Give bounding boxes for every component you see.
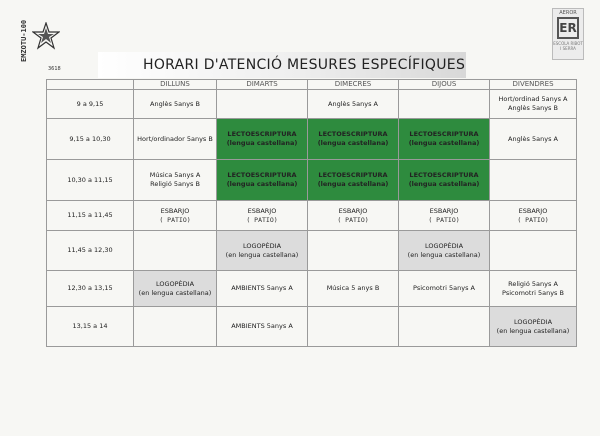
- lectoescriptura-cell: LECTOESCRIPTURA (lengua castellana): [308, 160, 399, 201]
- day-header-dilluns: DILLUNS: [134, 80, 217, 90]
- day-header-divendres: DIVENDRES: [490, 80, 577, 90]
- logo-small-text: 3618: [48, 66, 61, 72]
- schedule-cell: AMBIENTS 5anys A: [217, 307, 308, 347]
- schedule-cell: [134, 307, 217, 347]
- schedule-cell: [399, 90, 490, 119]
- schedule-cell: Anglès 5anys A: [490, 119, 577, 160]
- time-slot: 9 a 9,15: [47, 90, 134, 119]
- time-slot: 11,15 a 11,45: [47, 201, 134, 231]
- header-row: [47, 80, 577, 90]
- table-row: [47, 119, 577, 160]
- schedule-cell: Anglès 5anys B: [134, 90, 217, 119]
- table-row: [47, 307, 577, 347]
- time-slot: 13,15 a 14: [47, 307, 134, 347]
- time-slot: 11,45 a 12,30: [47, 231, 134, 271]
- schedule-cell: Música 5anys A Religió 5anys B: [134, 160, 217, 201]
- schedule-cell: Psicomotri 5anys A: [399, 271, 490, 307]
- schedule-cell: Música 5 anys B: [308, 271, 399, 307]
- corner-cell: [47, 80, 134, 90]
- esbarjo-cell: ESBARJO ( PATIO): [134, 201, 217, 231]
- lectoescriptura-cell: LECTOESCRIPTURA (lengua castellana): [217, 119, 308, 160]
- day-header-dijous: DIJOUS: [399, 80, 490, 90]
- school-logo-left: [18, 14, 64, 72]
- esbarjo-cell: ESBARJO ( PATIO): [308, 201, 399, 231]
- esbarjo-cell: ESBARJO ( PATIO): [399, 201, 490, 231]
- esbarjo-cell: ESBARJO ( PATIO): [490, 201, 577, 231]
- schedule-cell: AMBIENTS 5anys A: [217, 271, 308, 307]
- table-row: [47, 271, 577, 307]
- table-row: [47, 201, 577, 231]
- schedule-cell: [490, 160, 577, 201]
- time-slot: 10,30 a 11,15: [47, 160, 134, 201]
- page-title: HORARI D'ATENCIÓ MESURES ESPECÍFIQUES: [143, 57, 466, 73]
- schedule-cell: Hort/ordinador 5anys B: [134, 119, 217, 160]
- table-row: [47, 231, 577, 271]
- schedule-cell: [308, 231, 399, 271]
- logopedia-cell: LOGOPÈDIA (en lengua castellana): [490, 307, 577, 347]
- day-header-dimecres: DIMECRES: [308, 80, 399, 90]
- star-icon: [32, 22, 60, 50]
- lectoescriptura-cell: LECTOESCRIPTURA (lengua castellana): [399, 119, 490, 160]
- schedule-cell: [134, 231, 217, 271]
- logopedia-cell: LOGOPÈDIA (en lengua castellana): [134, 271, 217, 307]
- schedule-cell: Hort/ordinad 5anys A Anglès 5anys B: [490, 90, 577, 119]
- table-row: [47, 160, 577, 201]
- logopedia-cell: LOGOPÈDIA (en lengua castellana): [399, 231, 490, 271]
- lectoescriptura-cell: LECTOESCRIPTURA (lengua castellana): [399, 160, 490, 201]
- schedule-cell: [490, 231, 577, 271]
- time-slot: 9,15 a 10,30: [47, 119, 134, 160]
- table-row: [47, 90, 577, 119]
- day-header-dimarts: DIMARTS: [217, 80, 308, 90]
- schedule-cell: Anglès 5anys A: [308, 90, 399, 119]
- logo-vertical-text: EMZOTU-100: [20, 19, 28, 62]
- schedule-cell: Religió 5anys A Psicomotri 5anys B: [490, 271, 577, 307]
- esbarjo-cell: ESBARJO ( PATIO): [217, 201, 308, 231]
- lectoescriptura-cell: LECTOESCRIPTURA (lengua castellana): [308, 119, 399, 160]
- schedule-cell: [399, 307, 490, 347]
- logo-top-text: AEROR: [559, 10, 577, 16]
- school-logo-right: [552, 8, 584, 60]
- schedule-table: [46, 79, 577, 347]
- logo-sub-text: ESCOLA RIBOT I SERRA: [553, 41, 583, 51]
- schedule-cell: [308, 307, 399, 347]
- lectoescriptura-cell: LECTOESCRIPTURA (lengua castellana): [217, 160, 308, 201]
- logo-mark: ER: [557, 17, 579, 39]
- logopedia-cell: LOGOPÈDIA (en lengua castellana): [217, 231, 308, 271]
- schedule-cell: [217, 90, 308, 119]
- time-slot: 12,30 a 13,15: [47, 271, 134, 307]
